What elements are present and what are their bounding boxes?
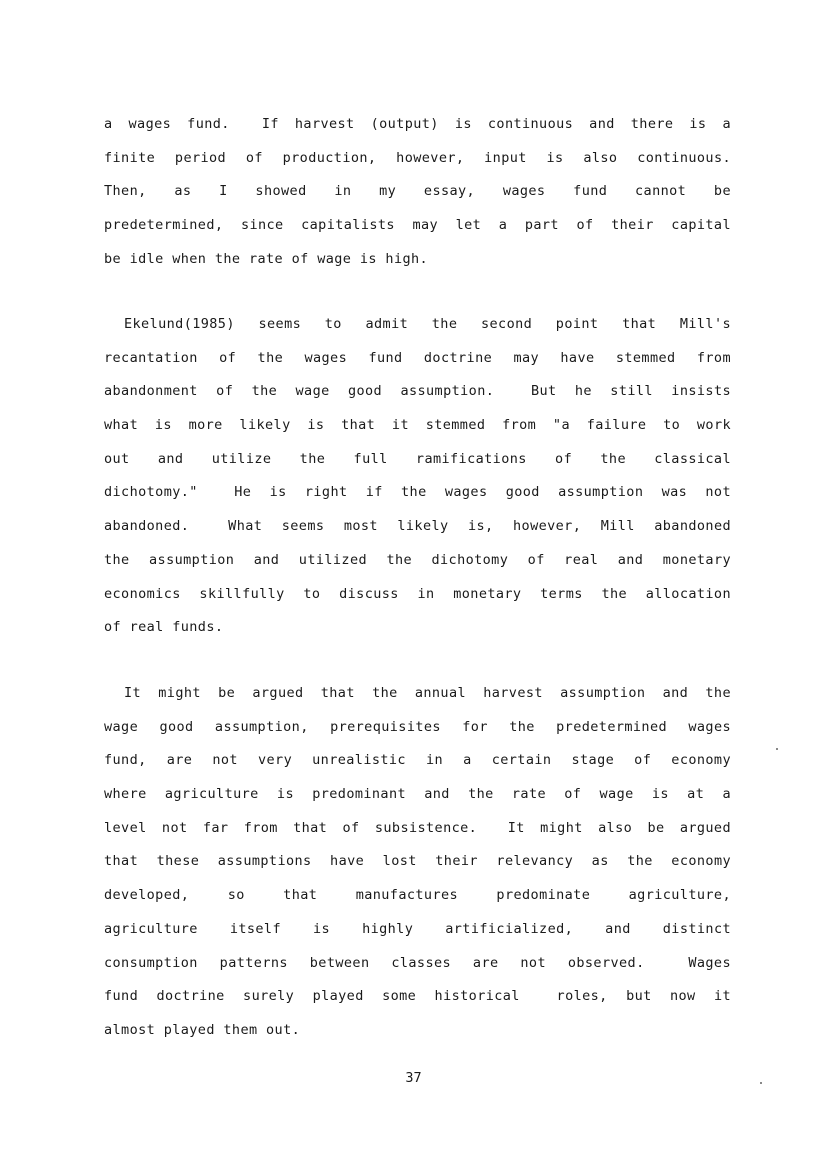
paragraph-line: Then, as I showed in my essay, wages fund cannot be	[104, 183, 731, 200]
paragraph-line: It might be argued that the annual harvest assumption and the	[124, 685, 731, 701]
paragraph-line: where agriculture is predominant and the rate of wage is at a	[104, 786, 731, 803]
paragraph-2	[104, 308, 731, 645]
scan-speck	[776, 748, 778, 750]
paragraph-line: wage good assumption, prerequisites for the predetermined wages	[104, 718, 731, 735]
paragraph-line: what is more likely is that it stemmed from "a failure to work	[104, 417, 731, 434]
page-number: 37	[405, 1070, 422, 1086]
paragraph-line: Ekelund(1985) seems to admit the second point that Mill's	[124, 316, 731, 332]
paragraph-line: consumption patterns between classes are not observed. Wages	[104, 954, 731, 971]
paragraph-line: recantation of the wages fund doctrine may have stemmed from	[104, 349, 731, 366]
paragraph-line: developed, so that manufactures predominate agriculture,	[104, 887, 731, 904]
paragraph-line: finite period of production, however, input is also continuous.	[104, 149, 731, 166]
paragraph-line: economics skillfully to discuss in monetary terms the allocation	[104, 585, 731, 602]
paragraph-line: a wages fund. If harvest (output) is continuous and there is a	[104, 116, 731, 132]
paragraph-line: agriculture itself is highly artificialized, and distinct	[104, 920, 731, 937]
paragraph-line: dichotomy." He is right if the wages good assumption was not	[104, 484, 731, 501]
paragraph-line: be idle when the rate of wage is high.	[104, 250, 429, 267]
paragraph-line: the assumption and utilized the dichotomy of real and monetary	[104, 551, 731, 568]
paragraph-line: abandoned. What seems most likely is, however, Mill abandoned	[104, 518, 731, 535]
paragraph-1	[104, 108, 731, 276]
paragraph-line: fund doctrine surely played some historical roles, but now it	[104, 988, 731, 1005]
paragraph-line: of real funds.	[104, 619, 224, 636]
paragraph-line: fund, are not very unrealistic in a certain stage of economy	[104, 752, 731, 769]
paragraph-line: abandonment of the wage good assumption. But he still insists	[104, 383, 731, 400]
paragraph-3	[104, 677, 731, 1048]
scan-speck	[760, 1082, 762, 1084]
paragraph-line: out and utilize the full ramifications of the classical	[104, 450, 731, 467]
paragraph-line: level not far from that of subsistence. It might also be argued	[104, 819, 731, 836]
paragraph-line: almost played them out.	[104, 1021, 301, 1038]
paragraph-line: that these assumptions have lost their relevancy as the economy	[104, 853, 731, 870]
paragraph-line: predetermined, since capitalists may let a part of their capital	[104, 217, 731, 234]
